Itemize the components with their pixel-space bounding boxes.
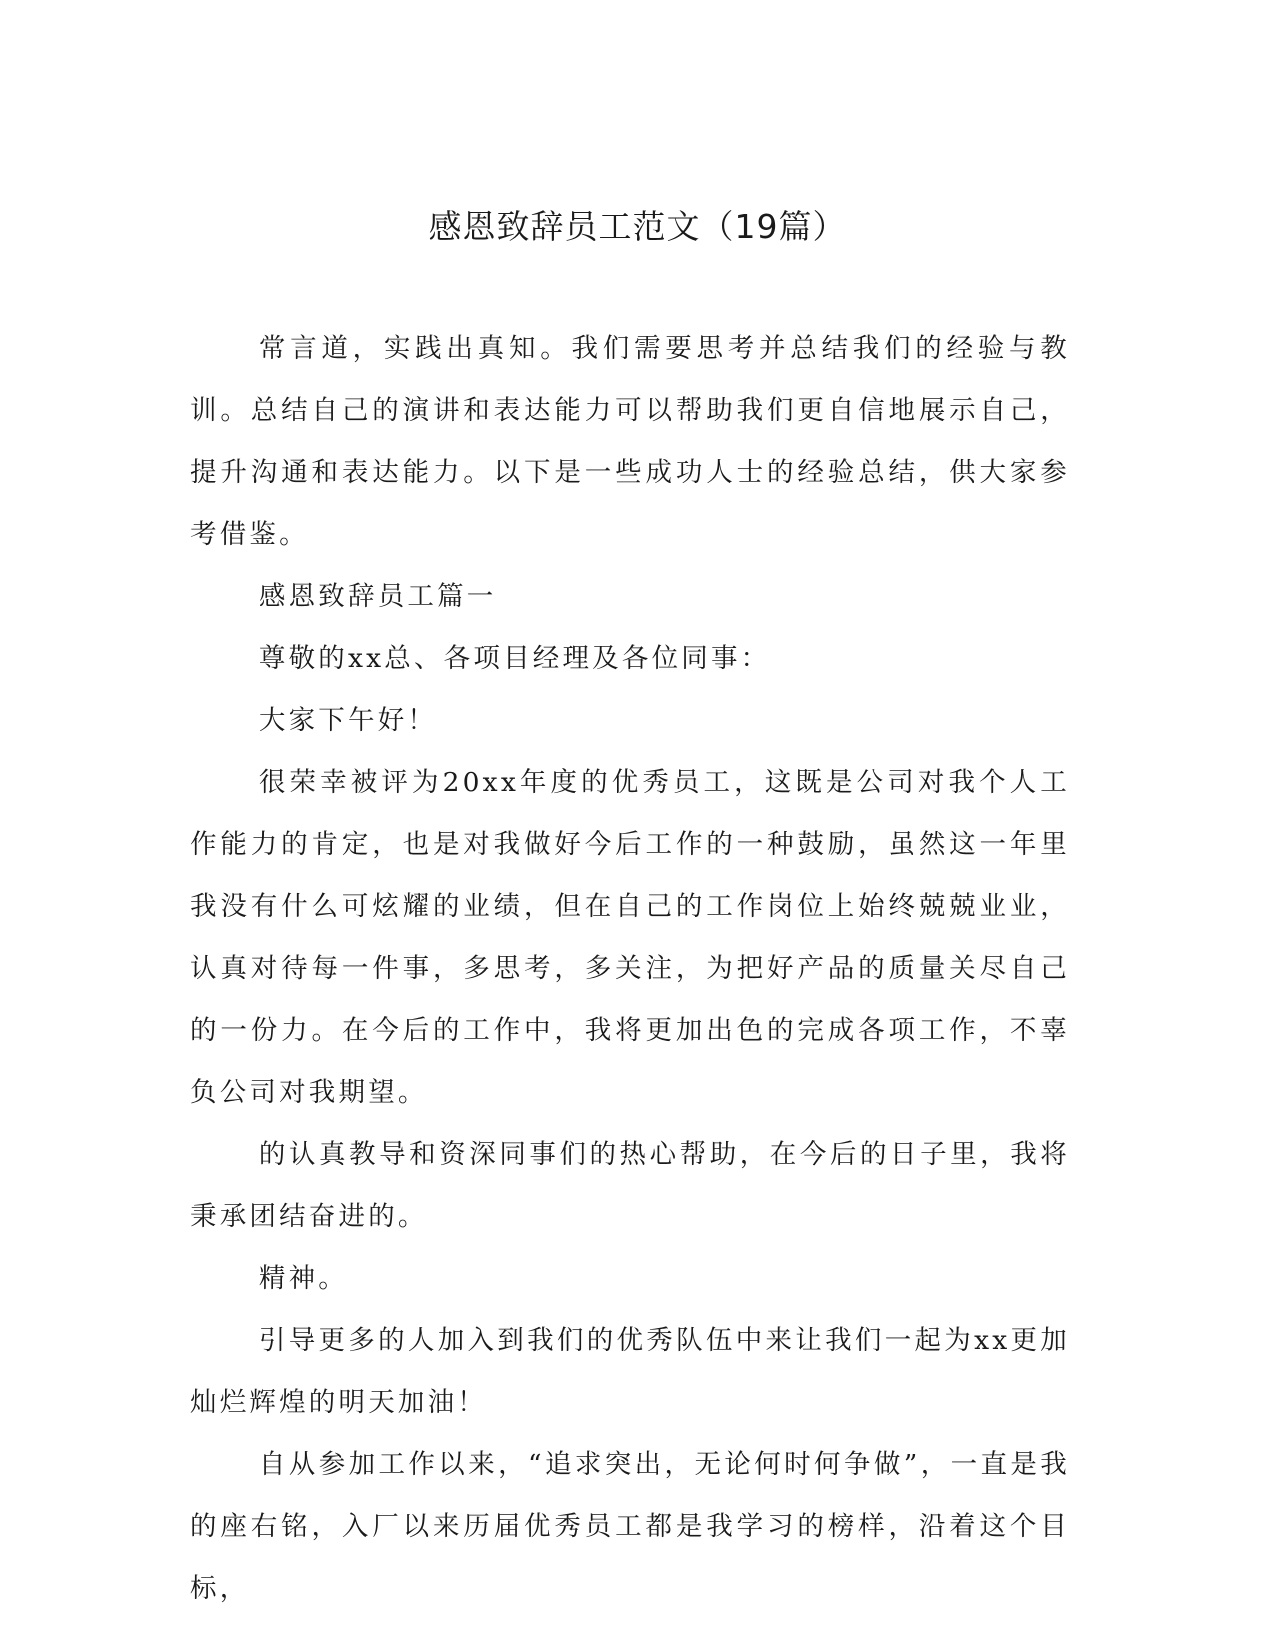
document-title: 感恩致辞员工范文（19篇） bbox=[428, 207, 847, 246]
paragraph-lead: 引导更多的人加入到我们的优秀队伍中来让我们一起为xx更加灿烂辉煌的明天加油！ bbox=[190, 1325, 1070, 1418]
paragraph-spirit: 精神。 bbox=[258, 1263, 348, 1294]
paragraph-thanks: 的认真教导和资深同事们的热心帮助，在今后的日子里，我将秉承团结奋进的。 bbox=[190, 1139, 1070, 1232]
section-heading: 感恩致辞员工篇一 bbox=[258, 581, 497, 612]
paragraph-intro: 常言道，实践出真知。我们需要思考并总结我们的经验与教训。总结自己的演讲和表达能力可以帮助我们更自信地展示自己，提升沟通和表达能力。以下是一些成功人士的经验总结，供大家参考借鉴。 bbox=[190, 333, 1070, 550]
salutation: 尊敬的xx总、各项目经理及各位同事： bbox=[258, 643, 771, 674]
document-body bbox=[190, 318, 1070, 1620]
paragraph-honor: 很荣幸被评为20xx年度的优秀员工，这既是公司对我个人工作能力的肯定，也是对我做好今后工作的一种鼓励，虽然这一年里我没有什么可炫耀的业绩，但在自己的工作岗位上始终兢兢业业，认真对待每一件事，多思考，多关注，为把好产品的质量关尽自己的一份力。在今后的工作中，我将更加出色的完成各项工作，不辜负公司对我期望。 bbox=[190, 767, 1070, 1108]
paragraph-motto: 自从参加工作以来，“追求突出，无论何时何争做”，一直是我的座右铭，入厂以来历届优秀员工都是我学习的榜样，沿着这个目标， bbox=[190, 1449, 1070, 1604]
greeting: 大家下午好！ bbox=[258, 705, 438, 736]
